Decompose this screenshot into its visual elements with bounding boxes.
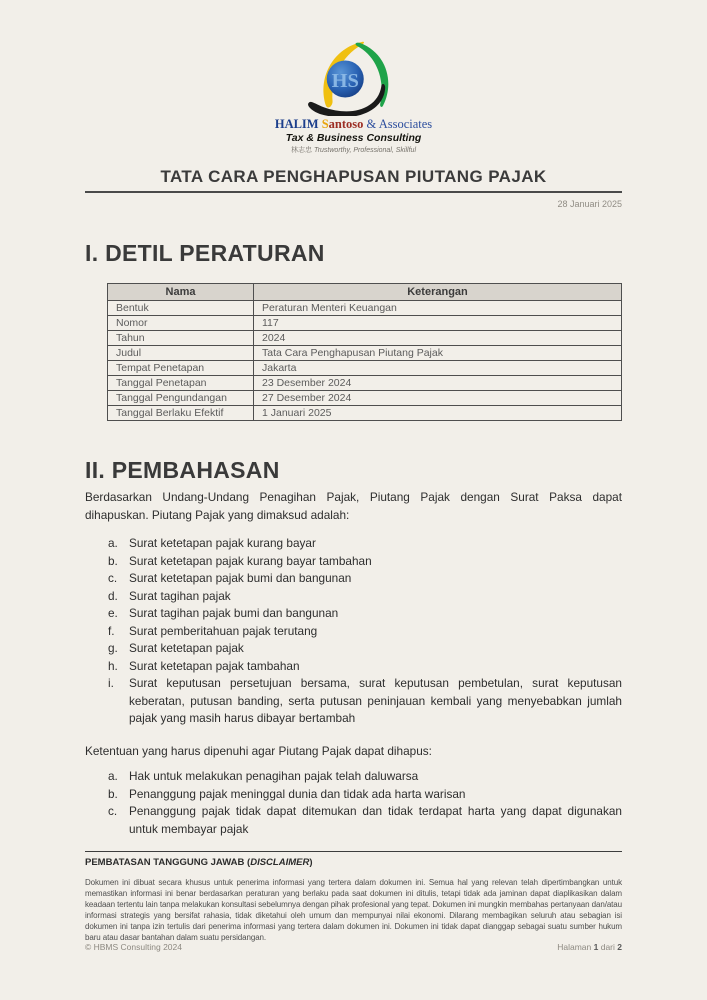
list-item: g. Surat ketetapan pajak xyxy=(108,641,244,655)
table-row: Tahun 2024 xyxy=(108,331,622,346)
column-header-nama: Nama xyxy=(108,284,254,301)
section-heading-detil-peraturan: I. DETIL PERATURAN xyxy=(85,240,325,266)
list-item: c. Penanggung pajak tidak dapat ditemukan dan tidak terdapat harta yang dapat digunakan untuk membayar pajak xyxy=(108,804,622,836)
brand-santoso-initial: S xyxy=(321,117,329,131)
logo-motto-chinese: 林志忠 xyxy=(291,147,312,154)
brand-halim: HALIM xyxy=(274,117,322,131)
title-rule xyxy=(85,191,622,193)
ketentuan-intro: Ketentuan yang harus dipenuhi agar Piutang Pajak dapat dihapus: xyxy=(85,743,432,758)
list-item: c. Surat ketetapan pajak bumi dan bangunan xyxy=(108,571,352,585)
table-row: Tanggal Penetapan 23 Desember 2024 xyxy=(108,376,622,391)
table-row: Judul Tata Cara Penghapusan Piutang Pajak xyxy=(108,346,622,361)
page-title: TATA CARA PENGHAPUSAN PIUTANG PAJAK xyxy=(160,167,547,186)
table-row: Tempat Penetapan Jakarta xyxy=(108,361,622,376)
pembahasan-intro: Berdasarkan Undang-Undang Penagihan Pajak, Piutang Pajak dengan Surat Paksa dapat dihapuskan. Piutang Pajak yang dimaksud adalah: xyxy=(85,490,622,522)
logo-emblem-icon xyxy=(298,40,410,116)
list-item: d. Surat tagihan pajak xyxy=(108,588,231,603)
list-item: b. Surat ketetapan pajak kurang bayar tambahan xyxy=(108,553,372,568)
piutang-list xyxy=(108,535,622,728)
logo-motto-english: Trustworthy, Professional, Skillful xyxy=(312,147,416,154)
table-row: Bentuk Peraturan Menteri Keuangan xyxy=(108,301,622,316)
brand-santoso-rest: antoso xyxy=(328,117,364,131)
table-header-row xyxy=(108,284,622,301)
logo-motto xyxy=(85,146,622,155)
logo-tagline: Tax & Business Consulting xyxy=(285,132,422,144)
footer-page-indicator: Halaman 1 dari 2 xyxy=(557,942,622,952)
table-row: Tanggal Pengundangan 27 Desember 2024 xyxy=(108,391,622,406)
ketentuan-list xyxy=(108,768,622,838)
disclaimer-rule xyxy=(85,851,622,852)
logo-monogram: HS xyxy=(331,69,359,92)
disclaimer-heading: PEMBATASAN TANGGUNG JAWAB (DISCLAIMER) xyxy=(85,857,313,868)
list-item: e. Surat tagihan pajak bumi dan bangunan xyxy=(108,606,339,620)
column-header-keterangan: Keterangan xyxy=(254,284,622,301)
document-date: 28 Januari 2025 xyxy=(557,199,622,209)
table-row: Nomor 117 xyxy=(108,316,622,331)
section-heading-pembahasan: II. PEMBAHASAN xyxy=(85,457,280,483)
list-item: f. Surat pemberitahuan pajak terutang xyxy=(108,623,318,638)
brand-name xyxy=(85,118,622,131)
regulation-detail-table xyxy=(107,283,622,421)
company-logo xyxy=(85,0,622,155)
disclaimer-body: Dokumen ini dibuat secara khusus untuk penerima informasi yang tertera dalam dokumen ini. Semua hal yang relevan telah dipertimbangkan untuk memastikan informasi ini benar berdasarkan peraturan yang berlaku pada saat dokumen ini ditulis, tetapi tidak ada jaminan dapat diaplikasikan dalam keadaan tertentu lain tanpa melakukan konsultasi sebelumnya dengan pihak profesional yang tepat. Dokumen ini mungkin membahas pertanyaan dan/atau informasi strategis yang bersifat rahasia, tidak diketahui oleh umum dan mempunyai nilai ekonomi. Dilarang membagikan seluruh atau sebagian isi dokumen ini tanpa izin tertulis dari penerima informasi yang tertera dalam dokumen ini. Dokumen ini tidak dapat dianggap sebagai suatu sumber hukum baru atau dasar bantahan dalam suatu persidangan. xyxy=(85,878,622,942)
current-page-number: 1 xyxy=(593,942,599,952)
footer-copyright: © HBMS Consulting 2024 xyxy=(85,942,182,952)
table-row: Tanggal Berlaku Efektif 1 Januari 2025 xyxy=(108,406,622,421)
page-footer xyxy=(85,942,622,952)
brand-associates: & Associates xyxy=(363,117,433,131)
list-item: h. Surat ketetapan pajak tambahan xyxy=(108,658,300,673)
list-item: b. Penanggung pajak meninggal dunia dan tidak ada harta warisan xyxy=(108,786,466,801)
list-item: a. Surat ketetapan pajak kurang bayar xyxy=(108,536,316,550)
list-item: a. Hak untuk melakukan penagihan pajak telah daluwarsa xyxy=(108,769,419,783)
total-page-number: 2 xyxy=(617,942,622,952)
list-item: i. Surat keputusan persetujuan bersama, surat keputusan pembetulan, surat keputusan keberatan, putusan banding, serta putusan peninjauan kembali yang menyebabkan jumlah pajak yang masih harus dibayar bertambah xyxy=(108,676,622,725)
